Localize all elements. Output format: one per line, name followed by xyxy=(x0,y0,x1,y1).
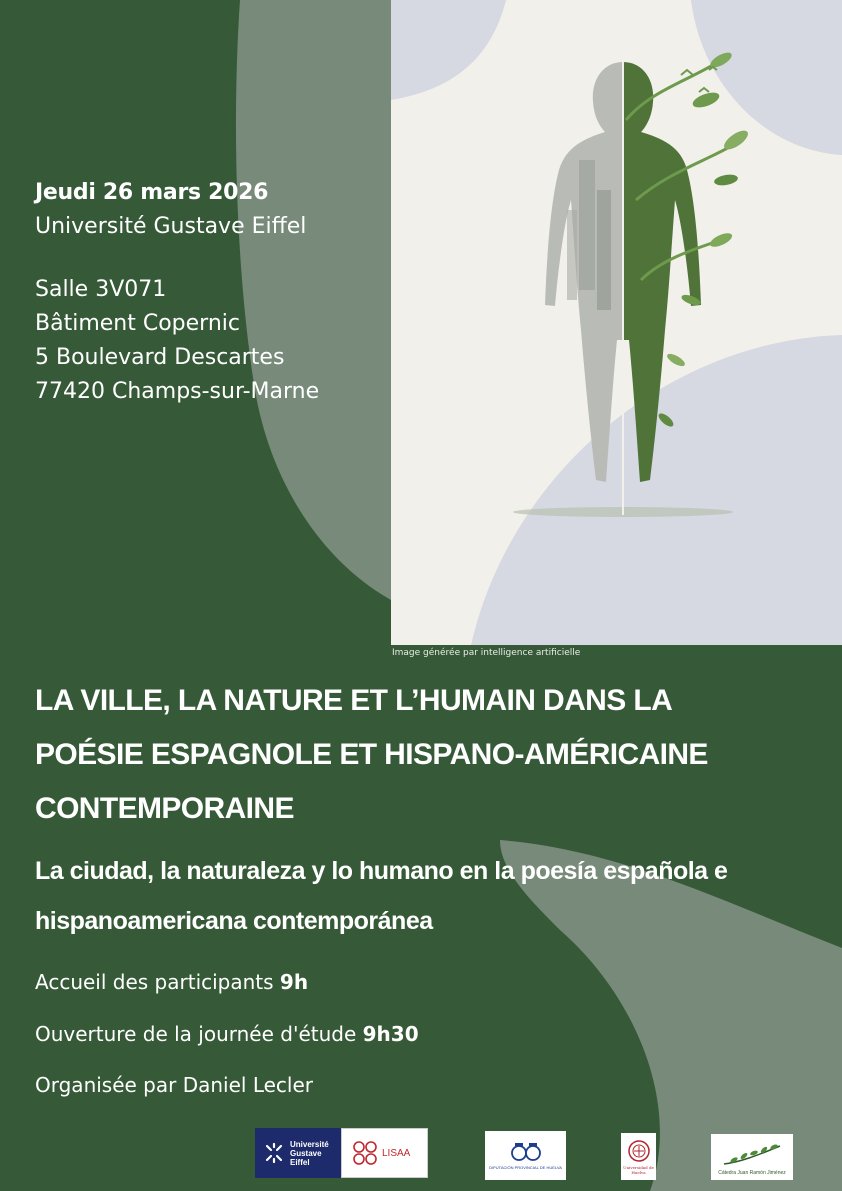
opening-label: Ouverture de la journée d'étude xyxy=(35,1022,363,1046)
title-spanish-line: hispanoamericana contemporánea xyxy=(35,907,433,935)
catedra-logo-text: Cátedra Juan Ramón Jiménez xyxy=(718,1170,786,1176)
schedule-welcome xyxy=(35,970,308,994)
universite-gustave-eiffel-logo xyxy=(255,1128,341,1178)
event-date: Jeudi 26 mars 2026 xyxy=(35,180,269,205)
coat-of-arms-icon xyxy=(509,1142,543,1162)
title-french-line: LA VILLE, LA NATURE ET L’HUMAIN DANS LA xyxy=(35,684,673,717)
organizer: Organisée par Daniel Lecler xyxy=(35,1073,313,1097)
welcome-label: Accueil des participants xyxy=(35,970,280,994)
schedule-opening xyxy=(35,1022,419,1046)
title-french-line: POÉSIE ESPAGNOLE ET HISPANO-AMÉRICAINE xyxy=(35,738,708,771)
lisaa-mark-icon xyxy=(352,1140,378,1166)
event-venue: Université Gustave Eiffel xyxy=(35,214,307,239)
human-figure-city-nature-illustration xyxy=(391,0,842,645)
title-spanish-line: La ciudad, la naturaleza y lo humano en la poesía española e xyxy=(35,857,728,885)
address-line: 77420 Champs-sur-Marne xyxy=(35,379,320,404)
image-caption: Image générée par intelligence artificielle xyxy=(392,648,581,658)
welcome-time: 9h xyxy=(279,970,309,994)
uge-mark-icon xyxy=(263,1142,285,1164)
diputacion-logo-text: DIPUTACIÓN PROVINCIAL DE HUELVA xyxy=(489,1164,562,1170)
diputacion-huelva-logo xyxy=(485,1131,566,1180)
event-address xyxy=(35,273,319,409)
address-line: 5 Boulevard Descartes xyxy=(35,345,285,370)
address-line: Salle 3V071 xyxy=(35,277,167,302)
branch-icon xyxy=(720,1142,784,1170)
hero-illustration xyxy=(391,0,842,645)
uhu-logo-text: Universidad de Huelva xyxy=(623,1164,654,1175)
title-french-line: CONTEMPORAINE xyxy=(35,792,294,825)
title-spanish xyxy=(35,846,825,946)
address-line: Bâtiment Copernic xyxy=(35,311,240,336)
lisaa-logo xyxy=(341,1128,428,1178)
lisaa-logo-text: LISAA xyxy=(382,1147,411,1159)
title-french xyxy=(35,674,825,836)
university-seal-icon xyxy=(627,1139,651,1163)
uge-logo-text: Université Gustave Eiffel xyxy=(290,1139,329,1167)
catedra-juan-ramon-jimenez-logo xyxy=(711,1134,793,1180)
opening-time: 9h30 xyxy=(362,1022,419,1046)
universidad-huelva-logo xyxy=(621,1133,656,1180)
